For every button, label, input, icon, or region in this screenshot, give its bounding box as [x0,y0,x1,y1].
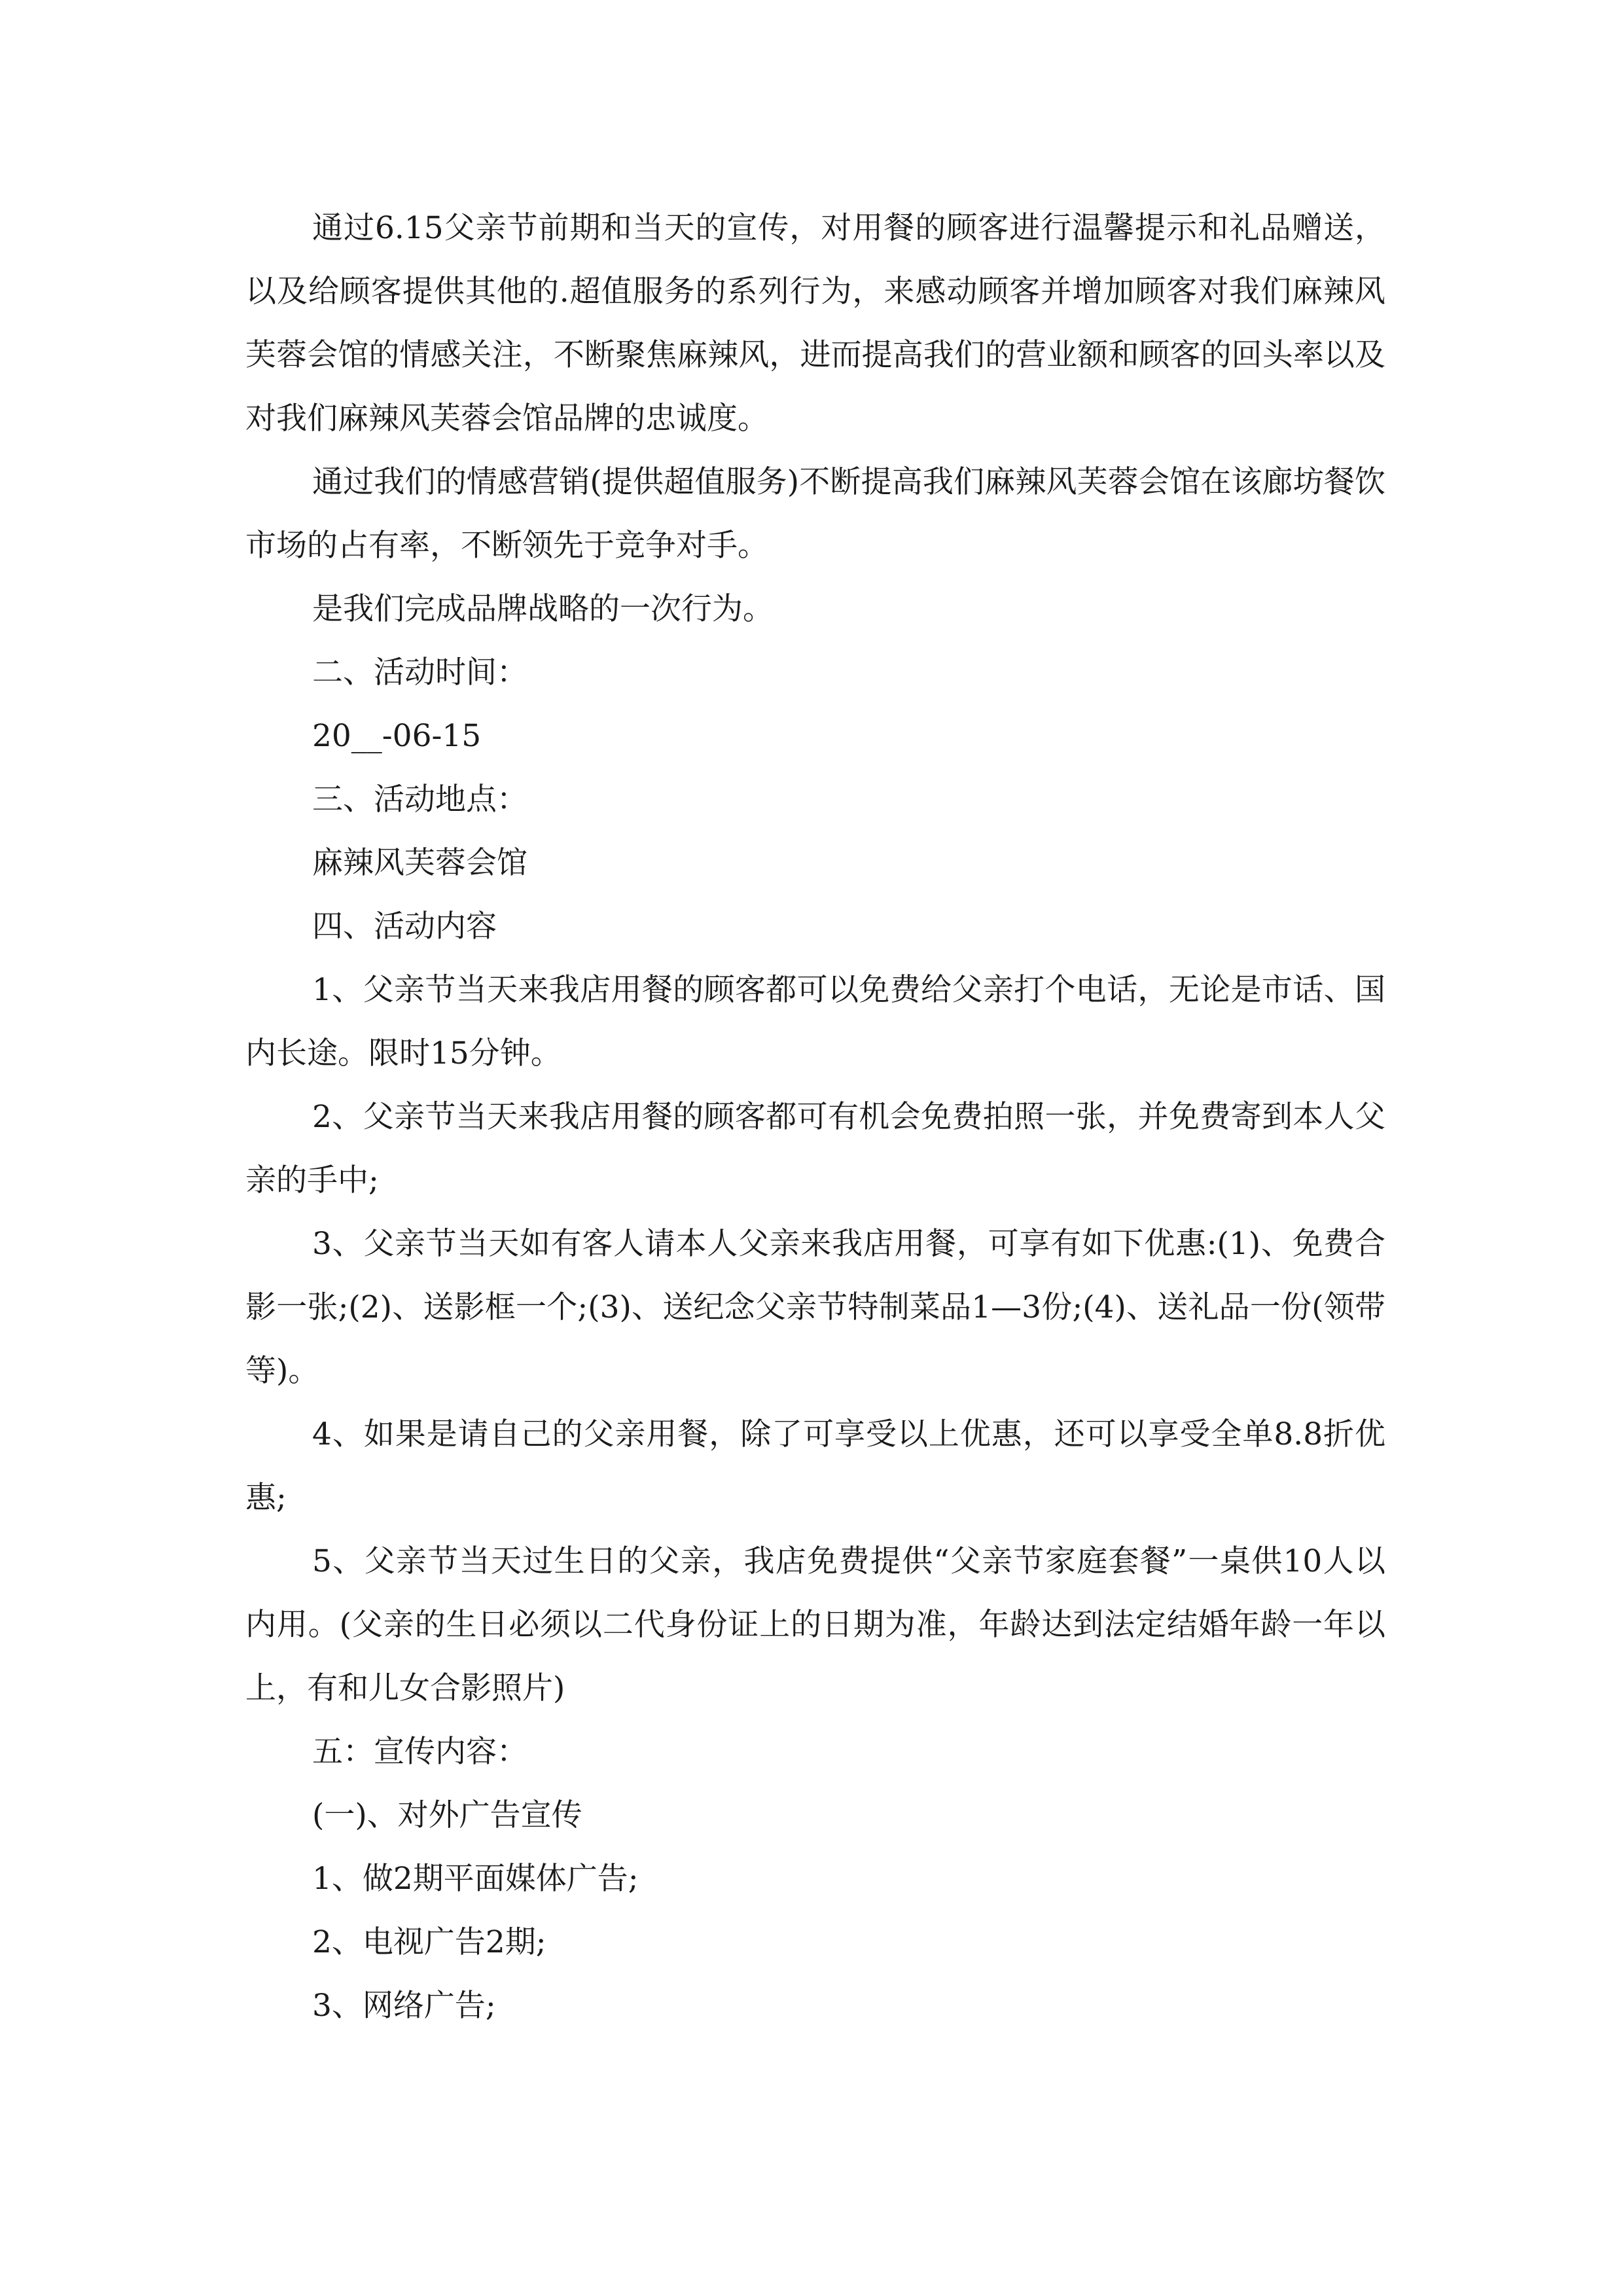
paragraph-intro-purpose: 通过6.15父亲节前期和当天的宣传，对用餐的顾客进行温馨提示和礼品赠送，以及给顾客提供其他的.超值服务的系列行为，来感动顾客并增加顾客对我们麻辣风芙蓉会馆的情感关注，不断聚焦麻辣风，进而提高我们的营业额和顾客的回头率以及对我们麻辣风芙蓉会馆品牌的忠诚度。 [245,210,1385,437]
list-item-online-ads: 3、网络广告; [312,1988,496,2024]
heading-activity-time: 二、活动时间： [312,655,527,691]
heading-activity-content: 四、活动内容 [312,908,497,944]
paragraph-brand-strategy: 是我们完成品牌战略的一次行为。 [312,591,774,627]
list-item-print-ads: 1、做2期平面媒体广告; [312,1861,639,1897]
list-item-free-call: 1、父亲节当天来我店用餐的顾客都可以免费给父亲打个电话，无论是市话、国内长途。限时15分钟。 [245,972,1385,1071]
heading-promotion-content: 五：宣传内容： [312,1734,527,1770]
list-item-discount: 4、如果是请自己的父亲用餐，除了可享受以上优惠，还可以享受全单8.8折优惠; [245,1416,1385,1516]
list-item-free-photo: 2、父亲节当天来我店用餐的顾客都可有机会免费拍照一张，并免费寄到本人父亲的手中; [245,1099,1385,1198]
paragraph-emotional-marketing: 通过我们的情感营销(提供超值服务)不断提高我们麻辣风芙蓉会馆在该廊坊餐饮市场的占有率，不断领先于竞争对手。 [245,464,1385,564]
activity-location: 麻辣风芙蓉会馆 [312,845,527,881]
list-item-tv-ads: 2、电视广告2期; [312,1924,546,1960]
heading-activity-location: 三、活动地点： [312,781,527,817]
list-item-birthday-package: 5、父亲节当天过生日的父亲，我店免费提供“父亲节家庭套餐”一桌供10人以内用。(父亲的生日必须以二代身份证上的日期为准，年龄达到法定结婚年龄一年以上，有和儿女合影照片) [245,1543,1385,1706]
document-body [245,196,1385,2037]
list-item-father-dining-offers: 3、父亲节当天如有客人请本人父亲来我店用餐，可享有如下优惠:(1)、免费合影一张;(2)、送影框一个;(3)、送纪念父亲节特制菜品1—3份;(4)、送礼品一份(领带等)。 [245,1226,1385,1389]
activity-date: 20__-06-15 [312,718,482,754]
subheading-external-advertising: (一)、对外广告宣传 [312,1797,582,1833]
